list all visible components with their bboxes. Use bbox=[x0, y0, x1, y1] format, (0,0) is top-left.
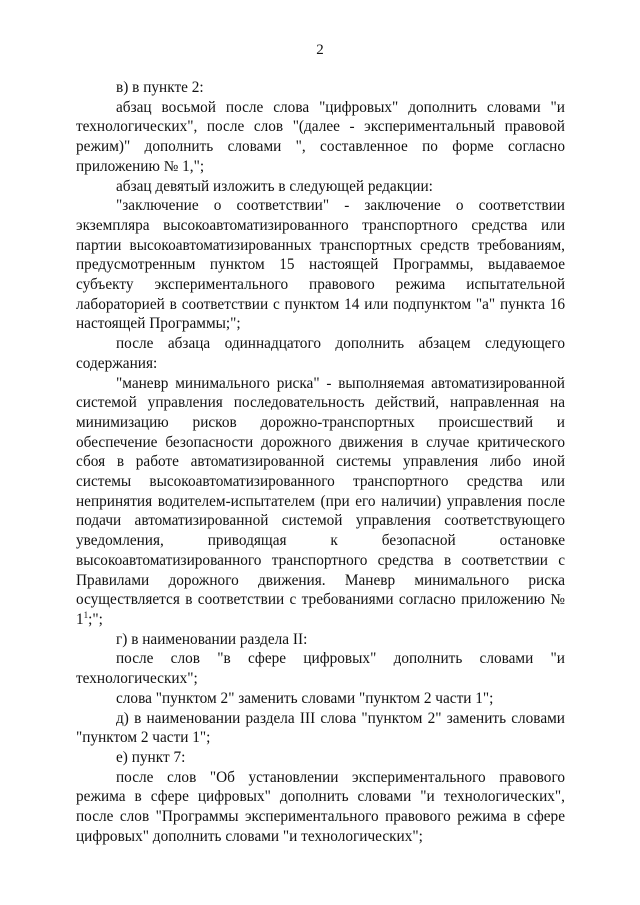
paragraph-abzac-9-intro: абзац девятый изложить в следующей редакции: bbox=[116, 177, 433, 195]
paragraph-item-v: в) в пункте 2: bbox=[116, 79, 204, 96]
page-number: 2 bbox=[316, 42, 324, 58]
paragraph-item-g: г) в наименовании раздела II: bbox=[116, 630, 308, 648]
paragraph-item-d: д) в наименовании раздела III слова "пунктом 2" заменить словами "пунктом 2 части 1"; bbox=[76, 709, 565, 747]
paragraph-text: "маневр минимального риска" - выполняемая автоматизированной системой управления последовательность действий, направленная на минимизацию рисков дорожно-транспортных происшествий и обеспечение безопасности дорожного движения в случае критического сбоя в работе автоматизированной системы управления либо иной системы высокоавтоматизированного транспортного средства или непринятия водителем-испытателем (при его наличии) управления после подачи автоматизированной системой управления соответствующего уведомления, приводящая к безопасной остановке высокоавтоматизированного транспортного средства в соответствии с Правилами дорожного движения. Маневр минимального риска осуществляется в соответствии с требованиями согласно приложению № 1 bbox=[76, 374, 565, 628]
paragraph-minimal-risk-maneuver bbox=[76, 374, 565, 630]
paragraph-item-e: е) пункт 7: bbox=[116, 748, 186, 766]
paragraph-conformity-definition: "заключение о соответствии" - заключение о соответствии экземпляра высокоавтоматизированного транспортного средства или партии высокоавтоматизированных транспортных средств требованиям, предусмотренным пунктом 15 настоящей Программы, выдаваемое субъекту экспериментального правового режима испытательной лабораторией в соответствии с пунктом 14 или подпунктом "а" пункта 16 настоящей Программы;"; bbox=[76, 197, 565, 333]
paragraph-replace-words: слова "пунктом 2" заменить словами "пунктом 2 части 1"; bbox=[116, 689, 494, 707]
superscript: 1 bbox=[83, 609, 89, 620]
paragraph-after-abzac-11: после абзаца одиннадцатого дополнить абзацем следующего содержания: bbox=[76, 335, 565, 372]
paragraph-text-end: ;"; bbox=[88, 610, 103, 628]
document-body bbox=[76, 78, 565, 846]
paragraph-add-words: после слов "в сфере цифровых" дополнить словами "и технологических"; bbox=[76, 650, 565, 688]
paragraph-abzac-8: абзац восьмой после слова "цифровых" дополнить словами "и технологических", после слов "(далее - экспериментальный правовой режим)" дополнить словами ", составленное по форме согласно приложению № 1,"; bbox=[76, 98, 565, 175]
paragraph-item-e-details: после слов "Об установлении экспериментального правового режима в сфере цифровых" дополнить словами "и технологических", после слов "Программы экспериментального правового режима в сфере цифровых" дополнить словами "и технологических"; bbox=[76, 768, 565, 845]
